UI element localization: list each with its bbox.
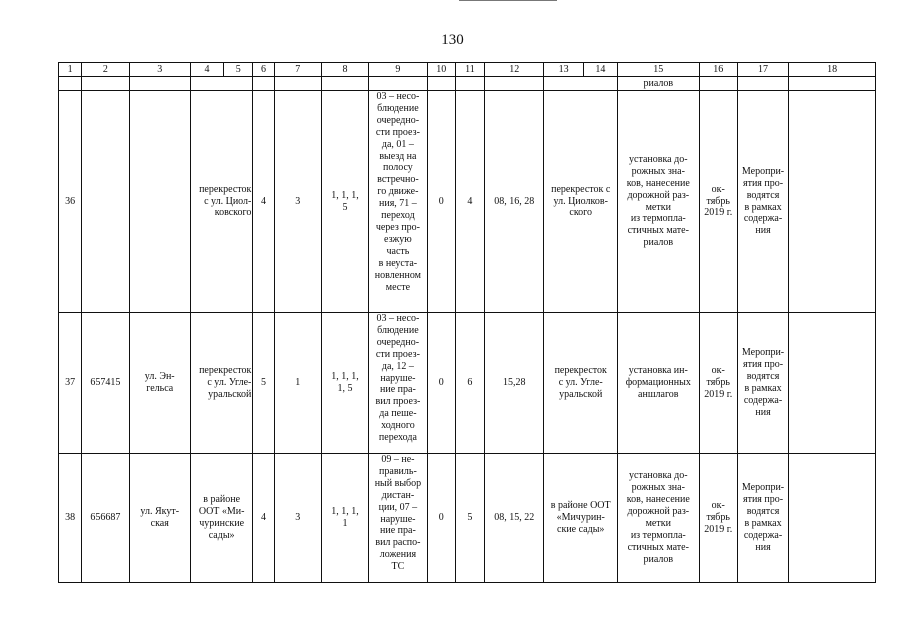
cell-col2: 656687 — [82, 454, 129, 583]
cell-col8: 1, 1, 1, 1 — [321, 454, 368, 583]
continuation-cell — [427, 77, 455, 91]
continuation-cell — [129, 77, 190, 91]
cell-col7: 3 — [274, 454, 321, 583]
header-cell: 14 — [583, 63, 617, 77]
row-number: 37 — [59, 313, 82, 454]
measure-location: в районе ООТ «Мичурин- ские сады» — [544, 454, 618, 583]
violation-types: 03 – несо- блюдение очередно- сти проез- да, 12 – наруше- ние пра- вил проез- да пеше- ходного перехода — [369, 313, 427, 454]
cell-col11: 6 — [455, 313, 484, 454]
cell-col12: 08, 16, 28 — [485, 91, 544, 313]
street-name: ул. Якут- ская — [129, 454, 190, 583]
cell-col10: 0 — [427, 313, 455, 454]
location: перекресток с ул. Циол- ковского — [190, 91, 252, 313]
cell-col12: 08, 15, 22 — [485, 454, 544, 583]
note: Меропри- ятия про- водятся в рамках содержа- ния — [737, 313, 788, 454]
header-row — [59, 63, 876, 77]
location: в районе ООТ «Ми- чуринские сады» — [190, 454, 252, 583]
accident-sites-table — [58, 62, 876, 583]
cell-col7: 3 — [274, 91, 321, 313]
cell-col11: 4 — [455, 91, 484, 313]
note: Меропри- ятия про- водятся в рамках содержа- ния — [737, 454, 788, 583]
header-cell: 11 — [455, 63, 484, 77]
deadline: ок- тябрь 2019 г. — [699, 454, 737, 583]
note: Меропри- ятия про- водятся в рамках содержа- ния — [737, 91, 788, 313]
measures: установка ин- формационных аншлагов — [617, 313, 699, 454]
cell-col6: 4 — [253, 454, 274, 583]
table-row — [59, 454, 876, 583]
continuation-measures-text: риалов — [617, 77, 699, 91]
header-cell: 12 — [485, 63, 544, 77]
header-cell: 18 — [789, 63, 876, 77]
header-cell: 17 — [737, 63, 788, 77]
street-name: ул. Эн- гельса — [129, 313, 190, 454]
cell-col18 — [789, 313, 876, 454]
page-number: 130 — [441, 32, 464, 48]
continuation-cell — [369, 77, 427, 91]
header-cell: 2 — [82, 63, 129, 77]
continuation-cell — [699, 77, 737, 91]
cell-col11: 5 — [455, 454, 484, 583]
measures: установка до- рожных зна- ков, нанесение дорожной раз- метки из термопла- стичных мате- риалов — [617, 454, 699, 583]
header-cell: 7 — [274, 63, 321, 77]
deadline: ок- тябрь 2019 г. — [699, 91, 737, 313]
row-number: 38 — [59, 454, 82, 583]
continuation-cell — [274, 77, 321, 91]
cell-col6: 4 — [253, 91, 274, 313]
cell-col7: 1 — [274, 313, 321, 454]
cell-col18 — [789, 91, 876, 313]
header-cell: 5 — [224, 63, 253, 77]
continuation-cell — [485, 77, 544, 91]
continuation-cell — [321, 77, 368, 91]
header-cell: 1 — [59, 63, 82, 77]
cell-col2 — [82, 91, 129, 313]
measures: установка до- рожных зна- ков, нанесение дорожной раз- метки из термопла- стичных мате- риалов — [617, 91, 699, 313]
continuation-cell — [82, 77, 129, 91]
continuation-cell — [253, 77, 274, 91]
header-cell: 15 — [617, 63, 699, 77]
cell-col10: 0 — [427, 91, 455, 313]
cell-col8: 1, 1, 1, 1, 5 — [321, 313, 368, 454]
cell-col18 — [789, 454, 876, 583]
header-cell: 4 — [190, 63, 223, 77]
continuation-cell — [544, 77, 618, 91]
top-rule — [459, 0, 557, 1]
header-cell: 8 — [321, 63, 368, 77]
cell-col12: 15,28 — [485, 313, 544, 454]
measure-location: перекресток с ул. Циолков- ского — [544, 91, 618, 313]
row-number: 36 — [59, 91, 82, 313]
header-cell: 9 — [369, 63, 427, 77]
street-name — [129, 91, 190, 313]
continuation-cell — [190, 77, 252, 91]
continuation-cell — [789, 77, 876, 91]
cell-col6: 5 — [253, 313, 274, 454]
measure-location: перекресток с ул. Угле- уральской — [544, 313, 618, 454]
header-cell: 3 — [129, 63, 190, 77]
table-row — [59, 91, 876, 313]
header-cell: 13 — [544, 63, 583, 77]
violation-types: 09 – не- правиль- ный выбор дистан- ции, 07 – наруше- ние пра- вил распо- ложения ТС — [369, 454, 427, 583]
header-cell: 10 — [427, 63, 455, 77]
violation-types: 03 – несо- блюдение очередно- сти проез- да, 01 – выезд на полосу встречно- го движе- ния, 71 – переход через про- езжую часть в неуста- новленном месте — [369, 91, 427, 313]
location: перекресток с ул. Угле- уральской — [190, 313, 252, 454]
continuation-cell — [59, 77, 82, 91]
cell-col2: 657415 — [82, 313, 129, 454]
deadline: ок- тябрь 2019 г. — [699, 313, 737, 454]
continuation-cell — [737, 77, 788, 91]
header-cell: 16 — [699, 63, 737, 77]
continuation-row — [59, 77, 876, 91]
cell-col10: 0 — [427, 454, 455, 583]
cell-col8: 1, 1, 1, 5 — [321, 91, 368, 313]
continuation-cell — [455, 77, 484, 91]
header-cell: 6 — [253, 63, 274, 77]
table-row — [59, 313, 876, 454]
